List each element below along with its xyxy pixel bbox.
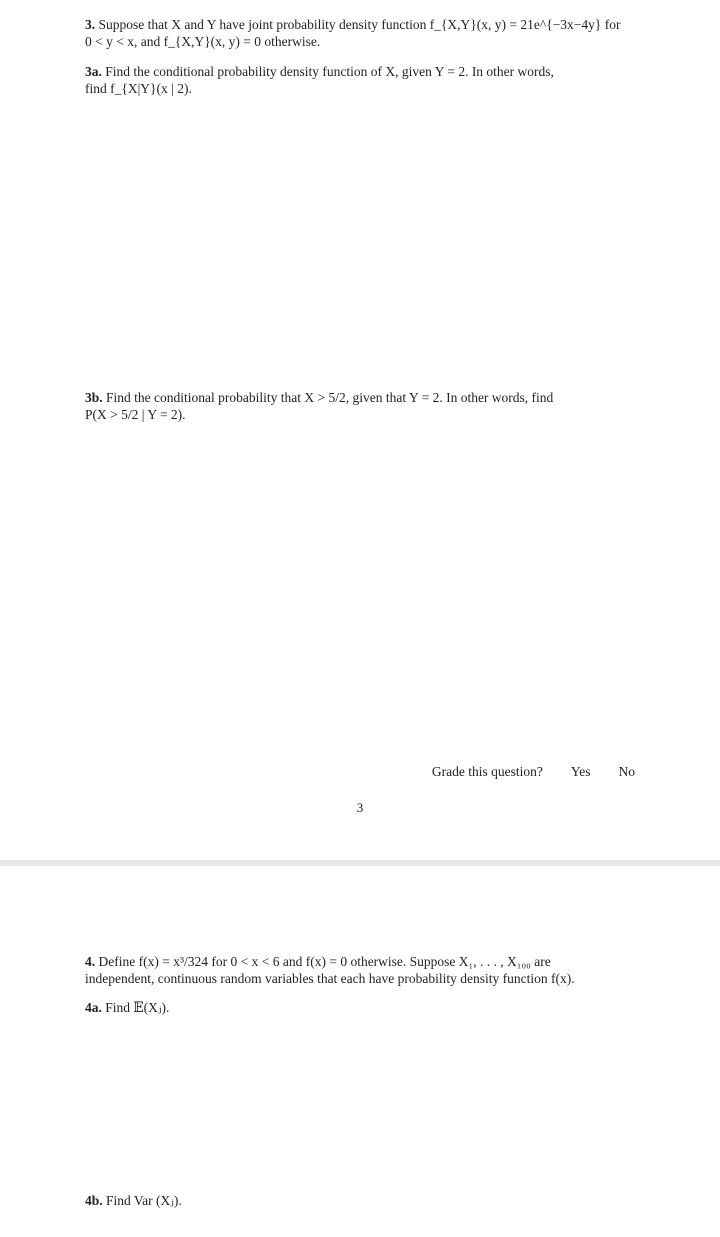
q3-intro-text-1: Suppose that X and Y have joint probability density function f_{X,Y}(x, y) = 21e^{−3x−4y} for bbox=[98, 17, 621, 32]
grade-question-row bbox=[432, 764, 635, 780]
q3-intro-line2: 0 < y < x, and f_{X,Y}(x, y) = 0 otherwise. bbox=[85, 34, 321, 49]
q4-number: 4. bbox=[85, 954, 96, 969]
q3a-label: 3a. bbox=[85, 64, 102, 79]
page-4 bbox=[0, 866, 720, 1237]
q3b-line2: P(X > 5/2 | Y = 2). bbox=[85, 407, 186, 422]
q3-intro-line1 bbox=[85, 16, 635, 33]
grade-yes-button[interactable]: Yes bbox=[570, 764, 591, 779]
page-number: 3 bbox=[356, 800, 364, 815]
q4-intro-line1 bbox=[85, 953, 635, 970]
grade-no-button[interactable]: No bbox=[618, 764, 635, 779]
q3a-line1 bbox=[85, 63, 635, 80]
q4-intro-line2: independent, continuous random variables that each have probability density function f(x). bbox=[85, 971, 575, 986]
q3-number: 3. bbox=[85, 17, 96, 32]
question-4a bbox=[85, 999, 635, 1016]
question-4b bbox=[85, 1192, 635, 1209]
q3a-text-1: Find the conditional probability density function of X, given Y = 2. In other words, bbox=[105, 64, 554, 79]
q4b-label: 4b. bbox=[85, 1193, 103, 1208]
q3a-line2: find f_{X|Y}(x | 2). bbox=[85, 81, 192, 96]
q4a-text: Find 𝔼(Xⱼ). bbox=[105, 1000, 170, 1015]
q4-intro-text-1: Define f(x) = x³/324 for 0 < x < 6 and f(x) = 0 otherwise. Suppose X₁, . . . , X₁₀₀ are bbox=[98, 954, 551, 969]
q3b-label: 3b. bbox=[85, 390, 103, 405]
grade-prompt: Grade this question? bbox=[431, 764, 543, 779]
q4b-text: Find Var (Xⱼ). bbox=[106, 1193, 182, 1208]
question-4-intro bbox=[85, 953, 635, 987]
question-3a bbox=[85, 63, 635, 97]
q3b-line1 bbox=[85, 389, 635, 406]
q3b-text-1: Find the conditional probability that X > 5/2, given that Y = 2. In other words, find bbox=[106, 390, 554, 405]
question-3b bbox=[85, 389, 635, 423]
q4a-label: 4a. bbox=[85, 1000, 102, 1015]
question-3-intro bbox=[85, 16, 635, 50]
